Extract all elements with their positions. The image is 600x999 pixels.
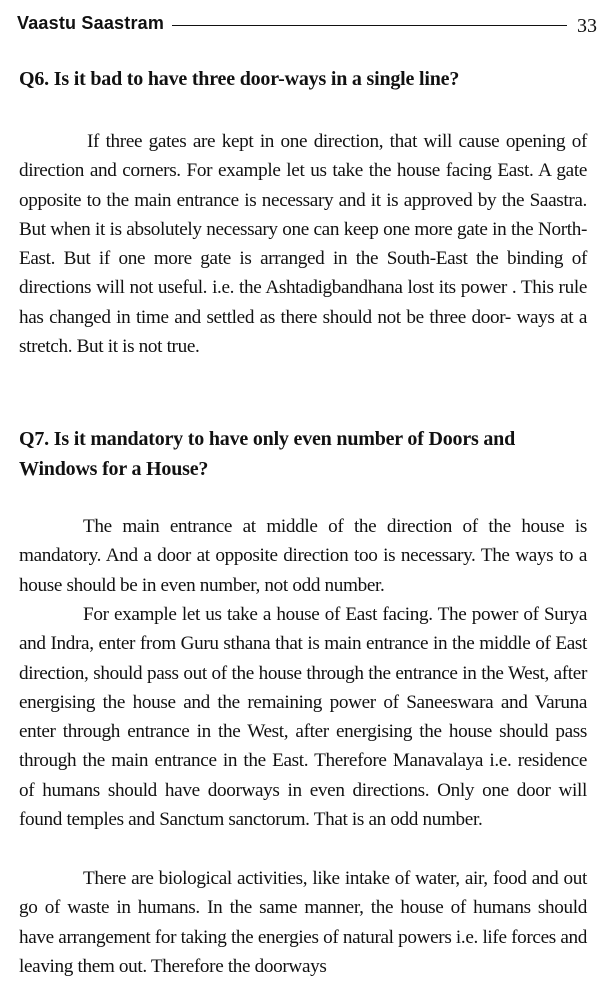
answer-6-paragraph: If three gates are kept in one direction, that will cause opening of direction and corners. For example let us take the house facing East. A gate opposite to the main entrance is necessary and it is approved by the Saastra. But when it is absolutely necessary one can keep one more gate in the North-East. But if one more gate is arranged in the South-East the binding of directions will not useful. i.e. the Ashtadigbandhana lost its power . This rule has changed in time and settled as there should not be three door- ways at a stretch. But it is not true.: [19, 131, 587, 358]
page-number: 33: [577, 14, 597, 37]
answer-7-paragraph-3: There are biological activities, like intake of water, air, food and out go of waste in humans. In the same manner, the house of humans should have arrangement for taking the energies of natural powers i.e. life forces and leaving them out. Therefore the doorways: [19, 868, 587, 977]
header-rule: [172, 25, 567, 26]
book-title: Vaastu Saastram: [17, 12, 165, 33]
question-7-heading: Q7. Is it mandatory to have only even number of Doors and Windows for a House?: [19, 428, 516, 480]
answer-7-paragraph-2: For example let us take a house of East facing. The power of Surya and Indra, enter from Guru sthana that is main entrance in the middle of East direction, should pass out of the house through the entrance in the West, after energising the house and the remaining power of Saneeswara and Varuna enter through entrance in the West, after energising the house should pass through the main entrance in the East. Therefore Manavalaya i.e. residence of humans should have doorways in even directions. Only one door will found temples and Sanctum sanctorum. That is an odd number.: [19, 604, 587, 831]
answer-7-paragraph-1: The main entrance at middle of the direction of the house is mandatory. And a door at opposite direction too is necessary. The ways to a house should be in even number, not odd number.: [19, 516, 587, 596]
running-header: [17, 8, 597, 38]
question-6-heading: Q6. Is it bad to have three door-ways in a single line?: [19, 68, 460, 90]
